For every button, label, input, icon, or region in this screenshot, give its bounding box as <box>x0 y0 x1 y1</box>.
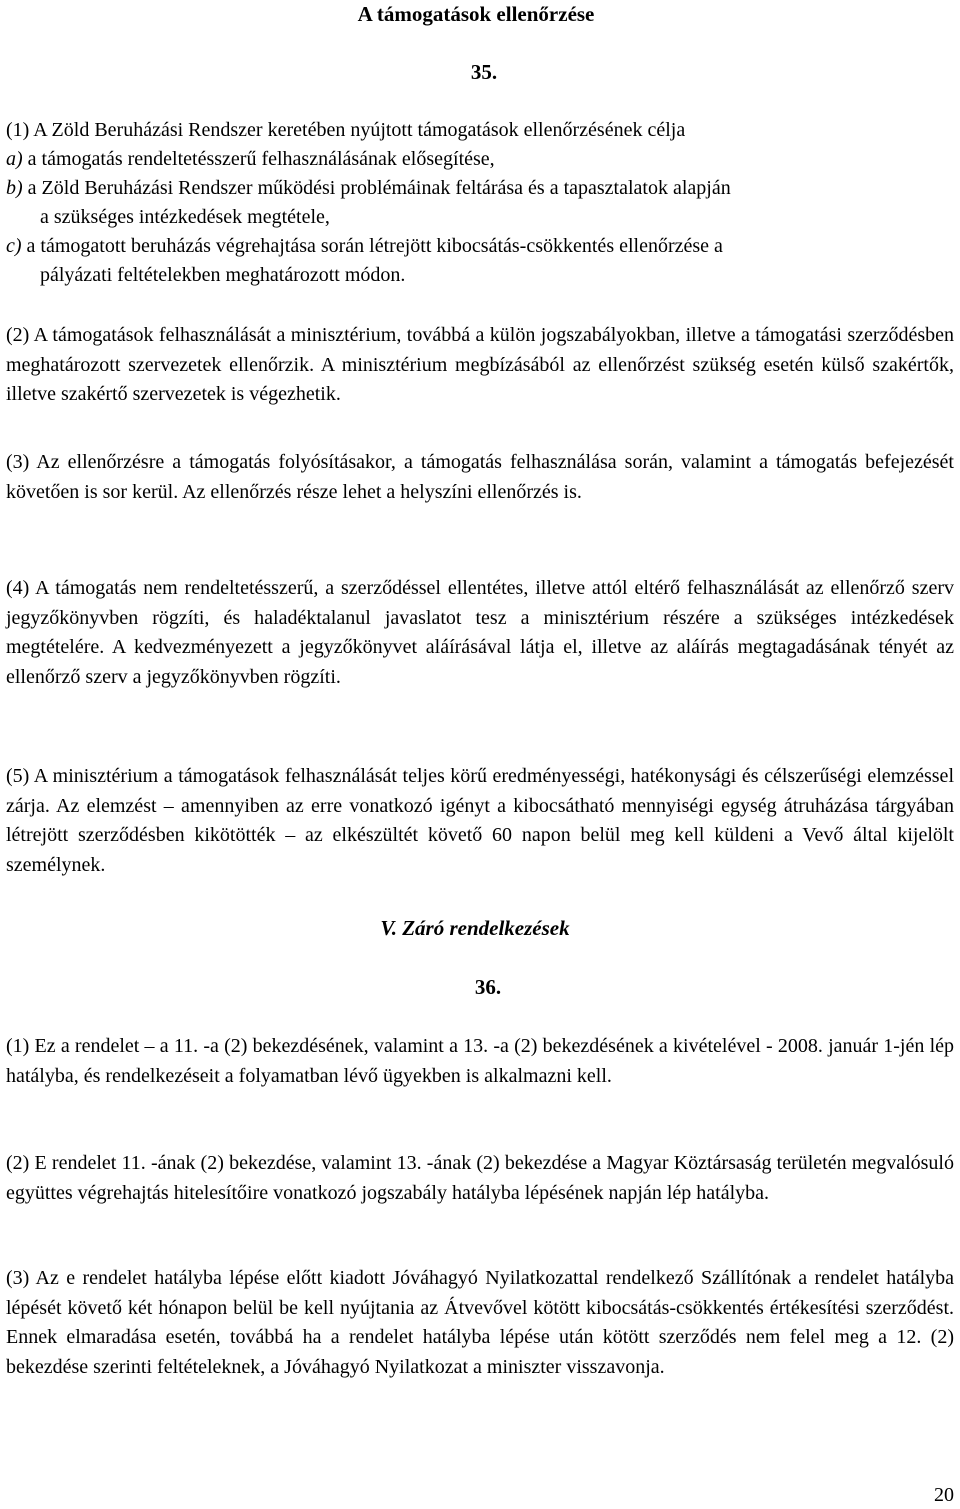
s35-para1-item-b-cont: a szükséges intézkedések megtétele, <box>40 206 330 228</box>
section-number-35: 35. <box>470 60 498 84</box>
s35-para2: (2) A támogatások felhasználását a minisztérium, továbbá a külön jogszabályokban, illetve a támogatási szerződésben meghatározott szervezetek ellenőrzik. A minisztérium megbízásából az ellenőrzést szükség esetén külső szakértők, illetve szakértő szervezetek is végezhetik. <box>6 324 954 405</box>
s36-para3: (3) Az e rendelet hatályba lépése előtt kiadott Jóváhagyó Nyilatkozattal rendelkező Szállítónak a rendelet hatályba lépését követő két hónapon belül be kell nyújtania az Átvevővel kötött kibocsátás-csökkentés értékesítési szerződést. Ennek elmaradása esetén, továbbá ha a rendelet hatályba lépése után kötött szerződés nem felel meg a 12. (2) bekezdése szerinti feltételeknek, a Jóváhagyó Nyilatkozat a miniszter visszavonja. <box>6 1267 954 1378</box>
section-number-36: 36. <box>474 975 502 999</box>
item-c-label: c) <box>6 235 22 257</box>
s35-para1-item-a <box>6 145 495 174</box>
item-b-text: a Zöld Beruházási Rendszer működési problémáinak feltárása és a tapasztalatok alapján <box>22 177 731 199</box>
section-title: A támogatások ellenőrzése <box>357 2 595 26</box>
item-a-label: a) <box>6 148 23 170</box>
s35-para4: (4) A támogatás nem rendeltetésszerű, a szerződéssel ellentétes, illetve attól eltérő felhasználását az ellenőrző szerv jegyzőkönyvben rögzíti, és haladéktalanul javaslatot tesz a minisztérium részére a szükséges intézkedések megtételére. A kedvezményezett a jegyzőkönyvet aláírásával látja el, illetve az aláírás megtagadásának tényét az ellenőrző szerv a jegyzőkönyvben rögzíti. <box>6 577 954 688</box>
item-b-label: b) <box>6 177 23 199</box>
s35-para3: (3) Az ellenőrzésre a támogatás folyósításakor, a támogatás felhasználása során, valamint a támogatás befejezését követően is sor kerül. Az ellenőrzés része lehet a helyszíni ellenőrzés is. <box>6 451 954 503</box>
s35-para5: (5) A minisztérium a támogatások felhasználását teljes körű eredményességi, hatékonysági és célszerűségi elemzéssel zárja. Az elemzést – amennyiben az erre vonatkozó igényt a kibocsátható mennyiségi egység átruházása tárgyában létrejött szerződésben kikötötték – az elkészültét követő 60 napon belül meg kell küldeni a Vevő által kijelölt személynek. <box>6 765 954 876</box>
s35-para1-item-c <box>6 232 723 261</box>
s35-para1-item-b <box>6 174 731 203</box>
s35-para1-item-c-cont: pályázati feltételekben meghatározott módon. <box>40 264 406 286</box>
s35-para1-intro: (1) A Zöld Beruházási Rendszer keretében nyújtott támogatások ellenőrzésének célja <box>6 119 686 141</box>
chapter-title: V. Záró rendelkezések <box>380 916 570 940</box>
item-c-text: a támogatott beruházás végrehajtása során létrejött kibocsátás-csökkentés ellenőrzése a <box>21 235 723 257</box>
page-number: 20 <box>934 1484 954 1506</box>
s36-para1: (1) Ez a rendelet – a 11. -a (2) bekezdésének, valamint a 13. -a (2) bekezdésének a kivételével - 2008. január 1-jén lép hatályba, és rendelkezéseit a folyamatban lévő ügyekben is alkalmazni kell. <box>6 1035 954 1087</box>
s36-para2: (2) E rendelet 11. -ának (2) bekezdése, valamint 13. -ának (2) bekezdése a Magyar Köztársaság területén megvalósuló együttes végrehajtás hitelesítőire vonatkozó jogszabály hatályba lépésének napján lép hatályba. <box>6 1152 954 1204</box>
item-a-text: a támogatás rendeltetésszerű felhasználásának elősegítése, <box>22 148 495 170</box>
